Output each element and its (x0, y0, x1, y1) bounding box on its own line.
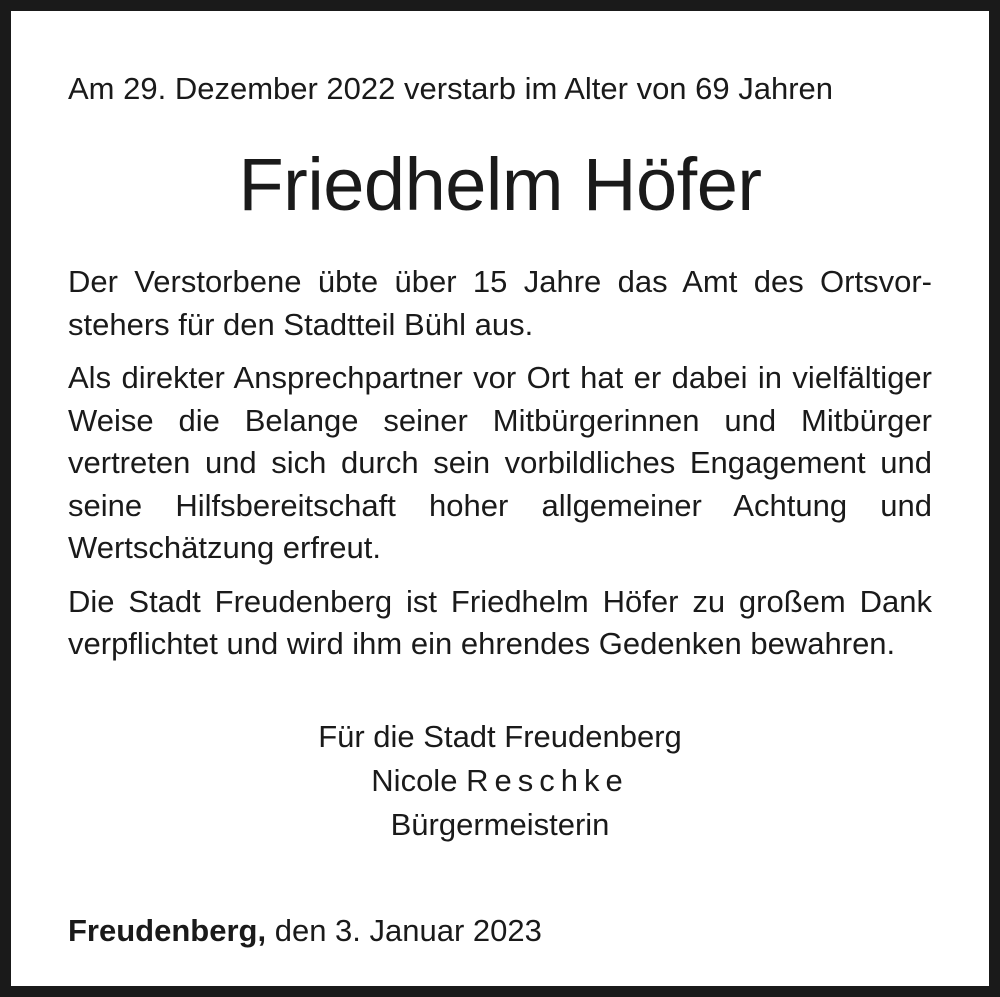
signature-role: Bürgermeisterin (390, 807, 610, 842)
signature-on-behalf: Für die Stadt Freudenberg (318, 719, 682, 754)
paragraph-engagement: Als direkter Ansprechpartner vor Ort hat er dabei in vielfältiger Weise die Belange seiner Mitbürgerinnen und Mitbürger vertreten und sich durch sein vorbildliches Engagement und seine Hilfsbereitschaft hoher allgemeiner Achtung und Wertschätzung erfreut. (68, 360, 932, 565)
signature-last-name: Reschke (466, 763, 629, 798)
signature-block (11, 715, 989, 847)
intro-line: Am 29. Dezember 2022 verstarb im Alter von 69 Jahren (68, 71, 834, 106)
deceased-name: Friedhelm Höfer (238, 143, 762, 226)
signature-first-name: Nicole (371, 763, 458, 798)
paragraph-office: Der Verstorbene übte über 15 Jahre das Amt des Ortsvorstehers für den Stadtteil Bühl aus. (68, 264, 932, 342)
paragraph-gratitude: Die Stadt Freudenberg ist Friedhelm Höfer zu großem Dank verpflichtet und wird ihm ein ehrendes Gedenken bewahren. (68, 583, 932, 661)
notice-body (68, 261, 932, 677)
closing-date: den 3. Januar 2023 (274, 913, 542, 948)
closing-line (68, 911, 542, 951)
signature-person (11, 759, 989, 803)
closing-place: Freudenberg, (68, 913, 267, 948)
